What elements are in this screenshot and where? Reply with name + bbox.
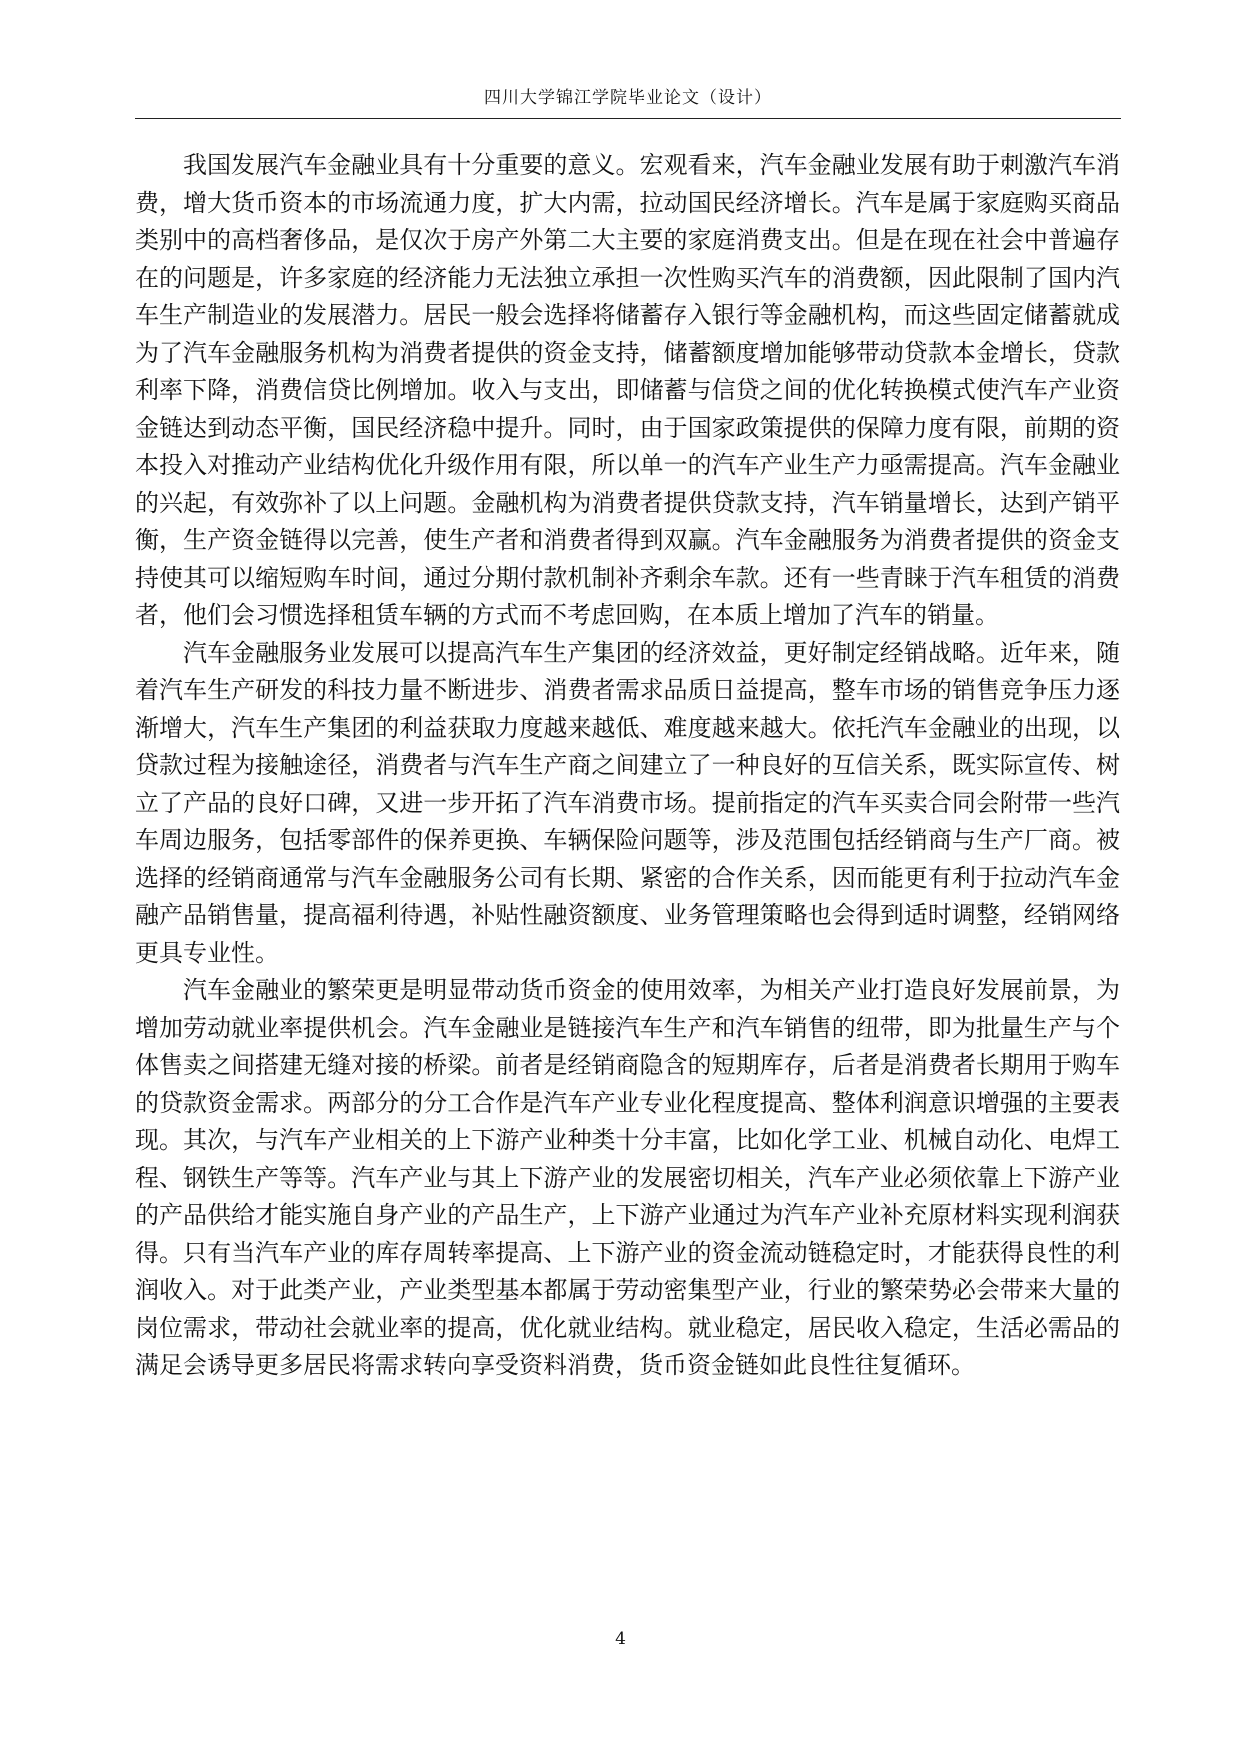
- body-text: [135, 147, 1120, 1385]
- page-header: [135, 84, 1121, 119]
- header-title: 四川大学锦江学院毕业论文（设计）: [484, 88, 772, 108]
- paragraph-1: 我国发展汽车金融业具有十分重要的意义。宏观看来，汽车金融业发展有助于刺激汽车消费，增大货币资本的市场流通力度，扩大内需，拉动国民经济增长。汽车是属于家庭购买商品类别中的高档奢侈品，是仅次于房产外第二大主要的家庭消费支出。但是在现在社会中普遍存在的问题是，许多家庭的经济能力无法独立承担一次性购买汽车的消费额，因此限制了国内汽车生产制造业的发展潜力。居民一般会选择将储蓄存入银行等金融机构，而这些固定储蓄就成为了汽车金融服务机构为消费者提供的资金支持，储蓄额度增加能够带动贷款本金增长，贷款利率下降，消费信贷比例增加。收入与支出，即储蓄与信贷之间的优化转换模式使汽车产业资金链达到动态平衡，国民经济稳中提升。同时，由于国家政策提供的保障力度有限，前期的资本投入对推动产业结构优化升级作用有限，所以单一的汽车产业生产力亟需提高。汽车金融业的兴起，有效弥补了以上问题。金融机构为消费者提供贷款支持，汽车销量增长，达到产销平衡，生产资金链得以完善，使生产者和消费者得到双赢。汽车金融服务为消费者提供的资金支持使其可以缩短购车时间，通过分期付款机制补齐剩余车款。还有一些青睐于汽车租赁的消费者，他们会习惯选择租赁车辆的方式而不考虑回购，在本质上增加了汽车的销量。: [135, 151, 1120, 629]
- paragraph-2: 汽车金融服务业发展可以提高汽车生产集团的经济效益，更好制定经销战略。近年来，随着汽车生产研发的科技力量不断进步、消费者需求品质日益提高，整车市场的销售竞争压力逐渐增大，汽车生产集团的利益获取力度越来越低、难度越来越大。依托汽车金融业的出现，以贷款过程为接触途径，消费者与汽车生产商之间建立了一种良好的互信关系，既实际宣传、树立了产品的良好口碑，又进一步开拓了汽车消费市场。提前指定的汽车买卖合同会附带一些汽车周边服务，包括零部件的保养更换、车辆保险问题等，涉及范围包括经销商与生产厂商。被选择的经销商通常与汽车金融服务公司有长期、紧密的合作关系，因而能更有利于拉动汽车金融产品销售量，提高福利待遇，补贴性融资额度、业务管理策略也会得到适时调整，经销网络更具专业性。: [135, 638, 1120, 967]
- paragraph-3: 汽车金融业的繁荣更是明显带动货币资金的使用效率，为相关产业打造良好发展前景，为增加劳动就业率提供机会。汽车金融业是链接汽车生产和汽车销售的纽带，即为批量生产与个体售卖之间搭建无缝对接的桥梁。前者是经销商隐含的短期库存，后者是消费者长期用于购车的贷款资金需求。两部分的分工合作是汽车产业专业化程度提高、整体利润意识增强的主要表现。其次，与汽车产业相关的上下游产业种类十分丰富，比如化学工业、机械自动化、电焊工程、钢铁生产等等。汽车产业与其上下游产业的发展密切相关，汽车产业必须依靠上下游产业的产品供给才能实施自身产业的产品生产，上下游产业通过为汽车产业补充原材料实现利润获得。只有当汽车产业的库存周转率提高、上下游产业的资金流动链稳定时，才能获得良性的利润收入。对于此类产业，产业类型基本都属于劳动密集型产业，行业的繁荣势必会带来大量的岗位需求，带动社会就业率的提高，优化就业结构。就业稳定，居民收入稳定，生活必需品的满足会诱导更多居民将需求转向享受资料消费，货币资金链如此良性往复循环。: [135, 976, 1120, 1379]
- page-number: 4: [615, 1629, 626, 1649]
